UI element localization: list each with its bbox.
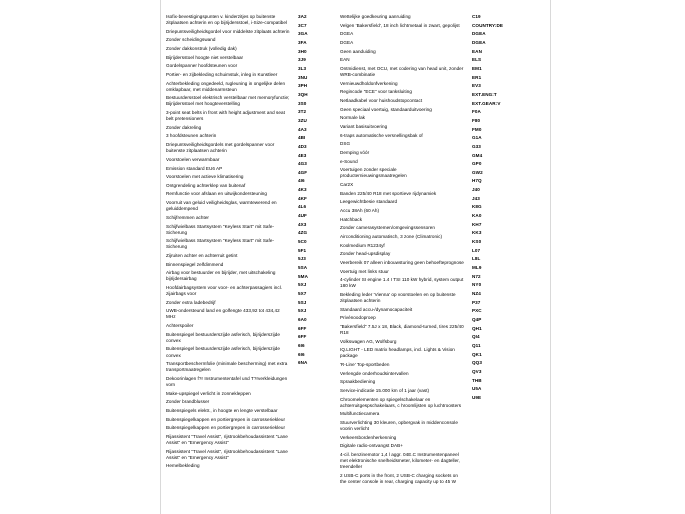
spec-description: Leegewichtbesie standaard: [340, 199, 398, 205]
spec-description: Hemelbekleding: [166, 463, 200, 469]
column-descriptions-2: [340, 14, 464, 488]
spec-code: 5F1: [298, 247, 307, 253]
spec-code: F0A: [472, 109, 481, 115]
spec-code: 6FF: [298, 325, 307, 331]
spec-code: P37: [472, 299, 481, 305]
spec-description: Zonder dakreling: [166, 124, 202, 130]
spec-description: UWB-ondersteund land en golfengte 433,92 tot 434,42 MHz: [166, 308, 280, 320]
spec-description: 2 USB-C ports in the front, 2 USB-C charging sockets on the center console in rear, charging capacity up to 45 W: [340, 472, 458, 484]
spec-code: 5XJ: [298, 282, 307, 288]
spec-code: F80: [472, 117, 481, 123]
spec-description: Ontmidienst, met OCU, met codering van head unit, zonder WRB-combinatie: [340, 65, 464, 77]
spec-description: DGEA: [340, 31, 354, 37]
spec-description: Stuurverlichting 30 kleuren, opbergvak in middenconsole voorin verlicht: [340, 420, 458, 432]
spec-code: C19: [472, 14, 481, 19]
spec-code: GM4: [472, 152, 483, 158]
spec-description: Buitenspiegelkappen en portiergrepen in carrosseriekleur: [166, 425, 286, 431]
spec-code: DGEA: [472, 31, 486, 37]
spec-description: Emission standard EU6 AP: [166, 165, 223, 171]
spec-code: 3H0: [298, 48, 307, 54]
spec-description: Vernieuwdholdonfverkening: [340, 80, 398, 86]
spec-description: Portier- en zijbekleding schuimstuk, inleg in Kunstleer: [166, 72, 278, 77]
spec-description: Isofix-bevestigingspunten v. kinderzitjes op buitenste zitplaatsen achterin en op bijrijdersstoel, i-Size-compatibel: [166, 14, 288, 26]
spec-description: DGEA: [340, 39, 354, 45]
spec-code: G33: [472, 143, 481, 149]
spec-code: J40: [472, 187, 480, 193]
spec-description: Achterspoiler: [166, 323, 194, 329]
spec-description: Geen speciaal voertuig, standaarduitvoering: [340, 106, 432, 112]
spec-code: THB: [472, 377, 482, 383]
spec-description: Bestuurdersstoel elektrisch verstelbaar met memoryfunctie; Bijrijdersstoel met hoogteverstelling: [166, 95, 290, 107]
spec-description: Buitenspiegel bestuurderszijde asferisch, bijrijderszijde convex: [166, 346, 280, 358]
spec-description: Zonder brandblusser: [166, 399, 210, 405]
spec-code: 3FA: [298, 39, 307, 45]
spec-description: 'R-Line' Top-sportbeden: [340, 362, 390, 367]
spec-code: 4BI: [298, 135, 306, 141]
spec-description: Airconditioning automatisch, 3 zone (Climatronic): [340, 233, 443, 239]
spec-description: Schijfwielbass Startsystem "Keyless Start" mit Safe-Sicherung: [166, 238, 275, 250]
spec-description: 4-cylinder SI engine 1.4 I TSI 110 kW hybrid, system output 180 kW: [340, 277, 464, 289]
spec-description: Digitale radio-ontvangst DAB+: [340, 443, 403, 449]
spec-description: Zonder extra ladebedrijf: [166, 299, 216, 305]
spec-code: 4L6: [298, 204, 307, 210]
spec-code: N72: [472, 273, 481, 279]
spec-description: Voorstoelen verwarmbaar: [166, 156, 220, 162]
spec-description: Buitenspiegel bestuurderszijde asferisch, bijrijderszijde convex: [166, 331, 280, 343]
spec-code: 4K3: [298, 187, 307, 193]
spec-description: Wettelijke goedkeuring aanruiding: [340, 14, 411, 19]
spec-description: Voorruit van geluid veiligheidsglas, warmtewerend en geluiddempend: [166, 200, 277, 212]
spec-description: Make-upspiegel verlicht in zonnekleppen: [166, 390, 251, 396]
spec-description: Service-indicatie 15.000 km of 1 jaar (vast): [340, 387, 430, 393]
spec-description: Schijfwielbass Startsystem "Keyless Start" mit Safe-Sicherung: [166, 223, 275, 235]
spec-description: 6-traps automatische versnellingsbak of: [340, 132, 423, 138]
spec-code: KK3: [472, 230, 482, 236]
spec-description: Zonder scheidingswand: [166, 37, 216, 43]
spec-description: Koolmedium R1234yf: [340, 242, 385, 248]
spec-description: Rijassistent "Travel Assist", rijstrookbehoudassistent "Lane Assist" en "Emergency Assist": [166, 433, 288, 445]
spec-description: Velgen 'Bakersfield', 18 inch lichtmetaal in zwart, gepolijst: [340, 22, 460, 28]
spec-description: Binnenspiegel zelfdimmend: [166, 261, 224, 267]
spec-code: 4G3: [298, 161, 307, 167]
spec-code: EXT.ENG:T: [472, 91, 497, 97]
spec-code: 4ZG: [298, 230, 308, 236]
spec-code: 5X7: [298, 291, 307, 296]
spec-description: Verlengde onderhoudsintervallen: [340, 370, 409, 376]
spec-code: QQ3: [472, 360, 482, 366]
spec-description: Veerbereik 07 alleen inbouwsturing geen behoefteprognose: [340, 259, 464, 265]
spec-code: K8G: [472, 204, 482, 210]
spec-description: Geen aanduiding: [340, 48, 376, 54]
spec-code: J43: [472, 195, 480, 201]
spec-code: 3GA: [298, 31, 308, 37]
column-codes-1: [298, 14, 332, 369]
spec-code: L07: [472, 247, 481, 253]
spec-description: Bekleding leder 'Vienna' op voorstoelen en op buitenste zitplaatsen achterin: [340, 291, 456, 303]
spec-code: PXC: [472, 308, 482, 314]
spec-description: Buitenspiegelkappen en portiergrepen in carrosseriekleur: [166, 416, 286, 422]
spec-code: QV3: [472, 368, 482, 374]
spec-description: Voorstoelen met actieve klimatisering: [166, 174, 244, 180]
spec-description: Bijrijdersstoel hoogte niet verstelbaar: [166, 54, 244, 60]
spec-description: 3-point seat belts in front with height adjustment and seat belt pretensioners: [166, 110, 285, 122]
spec-code: 4D3: [298, 143, 307, 149]
spec-code: 5J3: [298, 256, 306, 262]
spec-description: Privénoodoproep: [340, 315, 376, 321]
spec-description: Driepuntsveiligheidsgordels met gordelspanner voor buitenste zitplaatsen achterin: [166, 142, 275, 154]
spec-code: 4KF: [298, 195, 307, 201]
spec-description: e-Sound: [340, 158, 358, 164]
spec-code: KA0: [472, 213, 482, 219]
spec-code: 3PH: [298, 83, 308, 89]
spec-code: 6FF: [298, 334, 307, 340]
spec-description: Zijruiten achter en achterruit getint: [166, 252, 238, 258]
spec-code: KH7: [472, 221, 482, 227]
spec-code: 3NU: [298, 74, 308, 80]
spec-description: 4-cil. benzinemotor 1,4 l aggr. 04E.C Instrumentenpaneel met elektronische snelheidsmeter, kilometer- en dagteller, treendeller: [340, 452, 460, 470]
spec-code: U9E: [472, 394, 482, 400]
spec-description: Hatchback: [340, 216, 363, 222]
spec-code: ER1: [472, 74, 482, 80]
spec-description: Zonder camerasystemen/omgevingssensoren: [340, 225, 435, 231]
spec-description: Netlaadkabel voor huishoudstopcontact: [340, 97, 423, 103]
spec-description: Driepuntsveiligheidsgordel voor middelste zitplaats achterin: [166, 28, 290, 34]
spec-description: DSG: [340, 141, 351, 147]
spec-description: Airbag voor bestuurder en bijrijder, met uitschakeling bijrijdersairbag: [166, 270, 276, 282]
spec-description: 3 hoofdsteunen achterin: [166, 133, 217, 139]
spec-description: Zonder dakkonstruk (volledig dak): [166, 46, 237, 52]
spec-description: Schijfremmen achter: [166, 214, 209, 220]
spec-code: ELS: [472, 57, 482, 63]
spec-code: 5SA: [298, 265, 308, 271]
spec-description: Regincode "ECE" voor tanksluiting: [340, 89, 412, 95]
spec-description: Multifunctiecamera: [340, 411, 380, 417]
spec-code: 4GF: [298, 169, 308, 175]
spec-description: Dekoorinlagen f?r Instrumententafel und T?rverkleidungen vorn: [166, 375, 288, 387]
spec-description: Hoofdairbagsystem voor voor- en achterpassagiers incl. zijairbags voor: [166, 284, 283, 297]
spec-code: NZ4: [472, 291, 481, 296]
spec-code: 3QH: [298, 91, 308, 97]
spec-code: 3J9: [298, 57, 306, 63]
spec-code: NY0: [472, 282, 482, 288]
left-margin-rule: [160, 0, 161, 514]
spec-description: Verkeersbordenherkenning: [340, 434, 397, 440]
column-descriptions-1: [166, 14, 290, 472]
spec-description: Demping vóór: [340, 149, 370, 155]
spec-code: 3A2: [298, 14, 307, 19]
spec-code: Q4P: [472, 316, 482, 322]
spec-description: Accu 38Ah (60 Ah): [340, 207, 380, 213]
spec-code: EV3: [472, 83, 481, 89]
spec-description: Achterbekleding ongedeeld, rugleuning in ongelijke delen omklapbaar, met middenarmsteun: [166, 80, 286, 92]
spec-code: G1A: [472, 135, 482, 141]
spec-code: 4X3: [298, 221, 307, 227]
spec-code: QH1: [472, 325, 482, 331]
spec-description: Chroomelementen op spiegelschakelaar en achterruitgespschakelaars, c hroomlijsten op luchtroosters: [340, 396, 462, 408]
spec-code: 3C7: [298, 22, 307, 28]
spec-code: 4I6: [298, 178, 305, 184]
spec-description: Spraakbediening: [340, 379, 376, 385]
spec-code: 4UF: [298, 213, 307, 219]
column-codes-2: [472, 14, 508, 404]
spec-description: Normale lak: [340, 115, 366, 121]
spec-code: EM1: [472, 65, 482, 71]
spec-code: 3S0: [298, 100, 307, 106]
spec-code: GW2: [472, 169, 483, 175]
spec-description: Rijassistent "Travel Assist", rijstrookbehoudassistent "Lane Assist" en "Emergency Assist": [166, 448, 288, 460]
spec-description: Zonder head-upsdisplay: [340, 251, 391, 257]
spec-description: Remfunctie voor afslaan en uitwijkondersteuning: [166, 191, 267, 197]
spec-code: ML9: [472, 265, 482, 271]
spec-code: Q11: [472, 342, 481, 348]
spec-description: IQ.LIGHT - LED matrix headlamps, incl. Lights & Vision package: [340, 347, 455, 359]
spec-code: 4E3: [298, 152, 307, 158]
spec-code: 6I6: [298, 342, 305, 348]
spec-code: 5XJ: [298, 308, 307, 314]
spec-description: Car2X: [340, 181, 354, 187]
spec-code: U5A: [472, 386, 482, 392]
spec-description: Banden 225/40 R18 met sportieve rijdynamiek: [340, 190, 437, 196]
spec-code: GP0: [472, 161, 482, 167]
spec-code: 3T2: [298, 109, 307, 115]
spec-code: 5C0: [298, 239, 307, 245]
spec-code: COUNTRY:DE: [472, 22, 504, 28]
spec-description: Variant basisuitvoering: [340, 123, 388, 129]
spec-description: Gordelspanner hoofdsteunen voor: [166, 63, 238, 69]
spec-code: DGEA: [472, 39, 486, 45]
spec-code: L8L: [472, 256, 481, 262]
spec-code: 3ZU: [298, 117, 307, 123]
spec-code: EXT.GEAR:V: [472, 100, 501, 106]
spec-description: Ontgrendeling achterklep van buitenaf: [166, 182, 246, 188]
spec-description: Volkswagen AG, Wolfsburg: [340, 338, 397, 344]
spec-description: Voertuigen zonder speciale producternieuwingsmaatregelen: [340, 167, 407, 179]
spec-description: EAN: [340, 57, 350, 63]
spec-description: Transportbeschermfolie (minimale bescherming) met extra transportmaatregelen: [166, 361, 288, 373]
spec-code: 4A3: [298, 126, 307, 132]
spec-code: 5MA: [298, 273, 308, 279]
spec-columns: [166, 14, 678, 488]
spec-code: FM0: [472, 126, 482, 132]
spec-description: Buitenspiegels elektr., in hoogte en lengte verstelbaar: [166, 407, 278, 413]
spec-code: QI4: [472, 334, 480, 340]
spec-code: 5SJ: [298, 299, 307, 305]
spec-code: 6I6: [298, 351, 305, 357]
spec-code: QK1: [472, 351, 482, 357]
spec-code: 6A0: [298, 316, 307, 322]
spec-code: 6NA: [298, 360, 308, 366]
spec-description: "Bakersfield" 7.5J x 18, Black, diamond-turned, tires 225/40 R18: [340, 323, 464, 335]
spec-code: 3L3: [298, 65, 307, 71]
spec-code: KS0: [472, 239, 482, 245]
spec-code: H7Q: [472, 178, 482, 184]
spec-code: EAN: [472, 48, 482, 54]
spec-description: Standaard accu-/dynamocapaciteit: [340, 306, 413, 312]
spec-description: Voertuig met links stuur: [340, 268, 389, 274]
